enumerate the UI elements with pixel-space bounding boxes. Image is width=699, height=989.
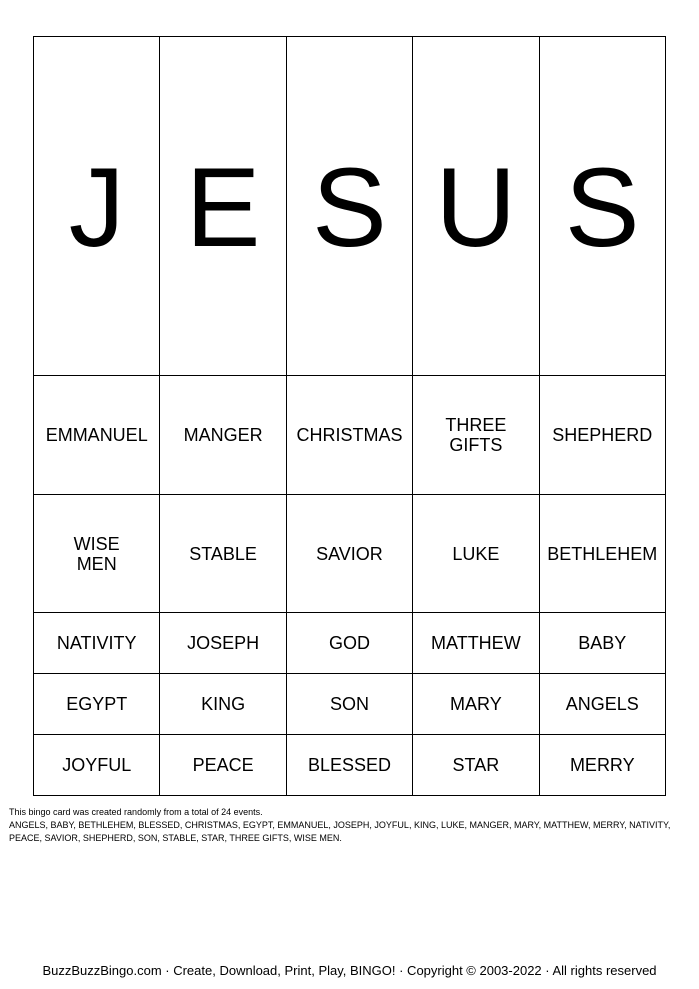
info-event-list: ANGELS, BABY, BETHLEHEM, BLESSED, CHRISTMAS, EGYPT, EMMANUEL, JOSEPH, JOYFUL, KING, LUKE, MANGER, MARY, MATTHEW, MERRY, NATIVITY, PEACE, SAVIOR, SHEPHERD, SON, STABLE, STAR, THREE GIFTS, WISE MEN. — [9, 820, 671, 843]
bingo-cell — [286, 674, 412, 735]
cell-label: BABY — [578, 633, 627, 654]
card-row — [34, 674, 666, 735]
bingo-cell — [413, 674, 539, 735]
bingo-cell — [286, 375, 412, 494]
cell-label: MARY — [450, 694, 502, 715]
bingo-cell — [413, 375, 539, 494]
bingo-cell — [34, 735, 160, 796]
card-info — [9, 806, 693, 845]
bingo-cell — [34, 494, 160, 613]
card-row — [34, 494, 666, 613]
cell-label: EGYPT — [66, 694, 128, 715]
cell-label: EMMANUEL — [45, 424, 148, 445]
cell-label: THREE GIFTS — [445, 414, 507, 455]
cell-label: WISE MEN — [73, 533, 120, 574]
cell-label: BETHLEHEM — [547, 543, 658, 564]
bingo-cell — [34, 613, 160, 674]
bingo-cell — [539, 735, 665, 796]
bingo-cell — [286, 494, 412, 613]
card-row — [34, 375, 666, 494]
cell-label: ANGELS — [565, 694, 639, 715]
bingo-cell — [413, 735, 539, 796]
cell-label: MANGER — [183, 424, 263, 445]
bingo-cell — [413, 613, 539, 674]
cell-label: MATTHEW — [431, 633, 521, 654]
card-row — [34, 613, 666, 674]
cell-label: SHEPHERD — [552, 424, 653, 445]
bingo-cell — [539, 375, 665, 494]
cell-label: SON — [329, 694, 369, 715]
header-row — [34, 37, 666, 376]
cell-label: LUKE — [452, 543, 500, 564]
cell-label: KING — [201, 694, 246, 715]
bingo-cell — [286, 735, 412, 796]
bingo-cell — [413, 494, 539, 613]
cell-label: CHRISTMAS — [296, 424, 403, 445]
cell-label: STAR — [452, 755, 500, 776]
header-letter: U — [413, 37, 539, 376]
cell-label: BLESSED — [307, 755, 391, 776]
info-summary: This bingo card was created randomly from a total of 24 events. — [9, 807, 263, 817]
bingo-cell — [539, 613, 665, 674]
bingo-cell — [539, 494, 665, 613]
bingo-cell — [160, 674, 286, 735]
bingo-cell — [160, 613, 286, 674]
card-row — [34, 735, 666, 796]
cell-label: STABLE — [189, 543, 257, 564]
header-letter: J — [34, 37, 160, 376]
bingo-cell — [160, 375, 286, 494]
bingo-cell — [160, 735, 286, 796]
bingo-cell — [286, 613, 412, 674]
bingo-cell — [160, 494, 286, 613]
cell-label: MERRY — [569, 755, 635, 776]
page-footer: BuzzBuzzBingo.com · Create, Download, Print, Play, BINGO! · Copyright © 2003-2022 · All rights reserved — [42, 963, 657, 978]
cell-label: SAVIOR — [316, 543, 383, 564]
bingo-card — [33, 36, 666, 796]
header-letter: S — [539, 37, 665, 376]
cell-label: JOSEPH — [187, 633, 260, 654]
cell-label: NATIVITY — [56, 633, 137, 654]
bingo-cell — [539, 674, 665, 735]
bingo-cell — [34, 375, 160, 494]
cell-label: JOYFUL — [62, 755, 132, 776]
cell-label: PEACE — [192, 755, 254, 776]
header-letter: E — [160, 37, 286, 376]
bingo-cell — [34, 674, 160, 735]
header-letter: S — [286, 37, 412, 376]
cell-label: GOD — [328, 633, 370, 654]
